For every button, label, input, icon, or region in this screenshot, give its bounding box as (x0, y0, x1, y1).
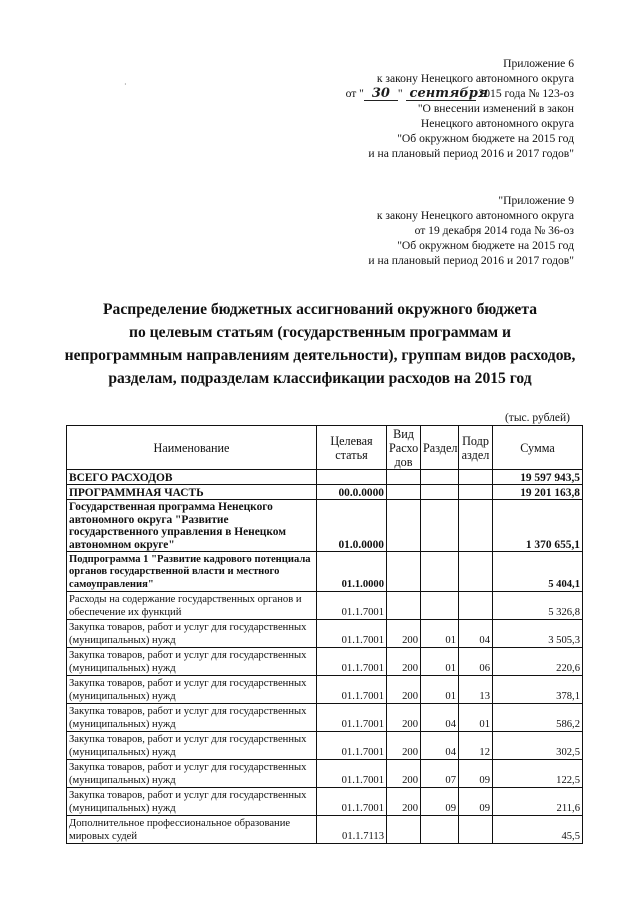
annex-6-line: Приложение 6 (503, 57, 574, 70)
title-line: Распределение бюджетных ассигнований окружного бюджета (103, 301, 537, 318)
cell-subsection: 09 (459, 788, 493, 816)
cell-section: 01 (421, 620, 459, 648)
cell-name: Государственная программа Ненецкого автономного округа "Развитие государственного управления в Ненецком автономном округе" (67, 500, 317, 552)
annex-6-line: "Об окружном бюджете на 2015 год (397, 132, 574, 145)
annex-9-line: и на плановый период 2016 и 2017 годов" (368, 254, 574, 267)
cell-subsection: 06 (459, 648, 493, 676)
table-row (67, 788, 583, 816)
cell-subsection (459, 500, 493, 552)
cell-amount: 5 404,1 (493, 552, 583, 592)
cell-target: 01.1.7001 (317, 788, 387, 816)
handwritten-day: 30 (364, 88, 398, 101)
cell-target: 01.1.7001 (317, 760, 387, 788)
cell-target: 01.1.7001 (317, 620, 387, 648)
table-row (67, 485, 583, 500)
cell-target: 01.1.7001 (317, 704, 387, 732)
cell-amount: 3 505,3 (493, 620, 583, 648)
handwritten-month: сентября (406, 88, 476, 101)
cell-target: 01.1.7113 (317, 816, 387, 844)
cell-subsection: 13 (459, 676, 493, 704)
cell-section (421, 470, 459, 485)
cell-amount: 19 201 163,8 (493, 485, 583, 500)
cell-name: Закупка товаров, работ и услуг для государственных (муниципальных) нужд (67, 788, 317, 816)
table-row (67, 732, 583, 760)
cell-name: ПРОГРАММНАЯ ЧАСТЬ (67, 485, 317, 500)
table-row (67, 704, 583, 732)
cell-target: 01.1.0000 (317, 552, 387, 592)
cell-type: 200 (387, 788, 421, 816)
cell-subsection: 12 (459, 732, 493, 760)
cell-amount: 378,1 (493, 676, 583, 704)
cell-type (387, 485, 421, 500)
annex-9-header (368, 193, 574, 268)
cell-type (387, 552, 421, 592)
cell-target: 01.1.7001 (317, 676, 387, 704)
cell-subsection (459, 592, 493, 620)
cell-target: 01.1.7001 (317, 592, 387, 620)
annex-6-header (346, 56, 574, 161)
cell-subsection: 09 (459, 760, 493, 788)
cell-name: Расходы на содержание государственных органов и обеспечение их функций (67, 592, 317, 620)
annex-9-line: от 19 декабря 2014 года № 36-оз (414, 224, 574, 237)
cell-section: 07 (421, 760, 459, 788)
annex-6-line: к закону Ненецкого автономного округа (376, 72, 574, 85)
cell-target: 01.0.0000 (317, 500, 387, 552)
col-header-expense-type: Вид Расхо дов (387, 426, 421, 470)
cell-subsection: 01 (459, 704, 493, 732)
cell-amount: 211,6 (493, 788, 583, 816)
cell-type (387, 816, 421, 844)
col-header-amount: Сумма (493, 426, 583, 470)
title-line: непрограммным направлениям деятельности), группам видов расходов, (64, 347, 576, 364)
table-row (67, 592, 583, 620)
cell-name: Дополнительное профессиональное образование мировых судей (67, 816, 317, 844)
cell-section (421, 592, 459, 620)
table-row (67, 760, 583, 788)
cell-section (421, 485, 459, 500)
cell-amount: 220,6 (493, 648, 583, 676)
annex-6-date-line (346, 86, 574, 101)
cell-amount: 1 370 655,1 (493, 500, 583, 552)
cell-amount: 19 597 943,5 (493, 470, 583, 485)
cell-section: 04 (421, 732, 459, 760)
cell-name: Закупка товаров, работ и услуг для государственных (муниципальных) нужд (67, 704, 317, 732)
cell-section: 01 (421, 676, 459, 704)
table-header-row (67, 426, 583, 470)
annex-9-line: "Приложение 9 (498, 194, 574, 207)
document-title (0, 298, 640, 390)
cell-name: Закупка товаров, работ и услуг для государственных (муниципальных) нужд (67, 676, 317, 704)
cell-type (387, 500, 421, 552)
cell-target: 00.0.0000 (317, 485, 387, 500)
title-line: разделам, подразделам классификации расходов на 2015 год (108, 370, 532, 387)
cell-name: Закупка товаров, работ и услуг для государственных (муниципальных) нужд (67, 732, 317, 760)
unit-note: (тыс. рублей) (504, 412, 570, 424)
table-row (67, 816, 583, 844)
col-header-name: Наименование (67, 426, 317, 470)
table-row (67, 500, 583, 552)
table-row (67, 620, 583, 648)
cell-section: 01 (421, 648, 459, 676)
cell-amount: 302,5 (493, 732, 583, 760)
cell-subsection: 04 (459, 620, 493, 648)
cell-type (387, 592, 421, 620)
cell-type: 200 (387, 620, 421, 648)
title-line: по целевым статьям (государственным программам и (128, 324, 511, 341)
cell-type: 200 (387, 648, 421, 676)
cell-type: 200 (387, 676, 421, 704)
cell-target: 01.1.7001 (317, 648, 387, 676)
cell-subsection (459, 552, 493, 592)
cell-subsection (459, 816, 493, 844)
col-header-section: Раздел (421, 426, 459, 470)
cell-type: 200 (387, 760, 421, 788)
table-row (67, 470, 583, 485)
cell-type: 200 (387, 732, 421, 760)
cell-subsection (459, 485, 493, 500)
cell-name: ВСЕГО РАСХОДОВ (67, 470, 317, 485)
cell-amount: 586,2 (493, 704, 583, 732)
col-header-subsection: Подр аздел (459, 426, 493, 470)
annex-6-line: и на плановый период 2016 и 2017 годов" (368, 147, 574, 160)
cell-section (421, 816, 459, 844)
table-row (67, 676, 583, 704)
annex-6-line: "О внесении изменений в закон (417, 102, 574, 115)
cell-type: 200 (387, 704, 421, 732)
budget-table (66, 425, 583, 844)
date-prefix: от " (345, 87, 364, 100)
cell-name: Закупка товаров, работ и услуг для государственных (муниципальных) нужд (67, 760, 317, 788)
cell-target (317, 470, 387, 485)
cell-amount: 5 326,8 (493, 592, 583, 620)
cell-section: 04 (421, 704, 459, 732)
annex-9-line: к закону Ненецкого автономного округа (376, 209, 574, 222)
cell-subsection (459, 470, 493, 485)
cell-section (421, 552, 459, 592)
cell-type (387, 470, 421, 485)
annex-6-line: Ненецкого автономного округа (420, 117, 574, 130)
annex-9-line: "Об окружном бюджете на 2015 год (397, 239, 574, 252)
cell-name: Закупка товаров, работ и услуг для государственных (муниципальных) нужд (67, 620, 317, 648)
scan-speck: · (124, 80, 127, 89)
cell-section: 09 (421, 788, 459, 816)
col-header-target: Целевая статья (317, 426, 387, 470)
cell-amount: 122,5 (493, 760, 583, 788)
table-row (67, 648, 583, 676)
date-quote: " (397, 87, 403, 100)
date-suffix: 2015 года № 123-оз (478, 87, 574, 100)
cell-amount: 45,5 (493, 816, 583, 844)
cell-name: Закупка товаров, работ и услуг для государственных (муниципальных) нужд (67, 648, 317, 676)
cell-target: 01.1.7001 (317, 732, 387, 760)
cell-name: Подпрограмма 1 "Развитие кадрового потенциала органов государственной власти и местного самоуправления" (67, 552, 317, 592)
table-row (67, 552, 583, 592)
cell-section (421, 500, 459, 552)
